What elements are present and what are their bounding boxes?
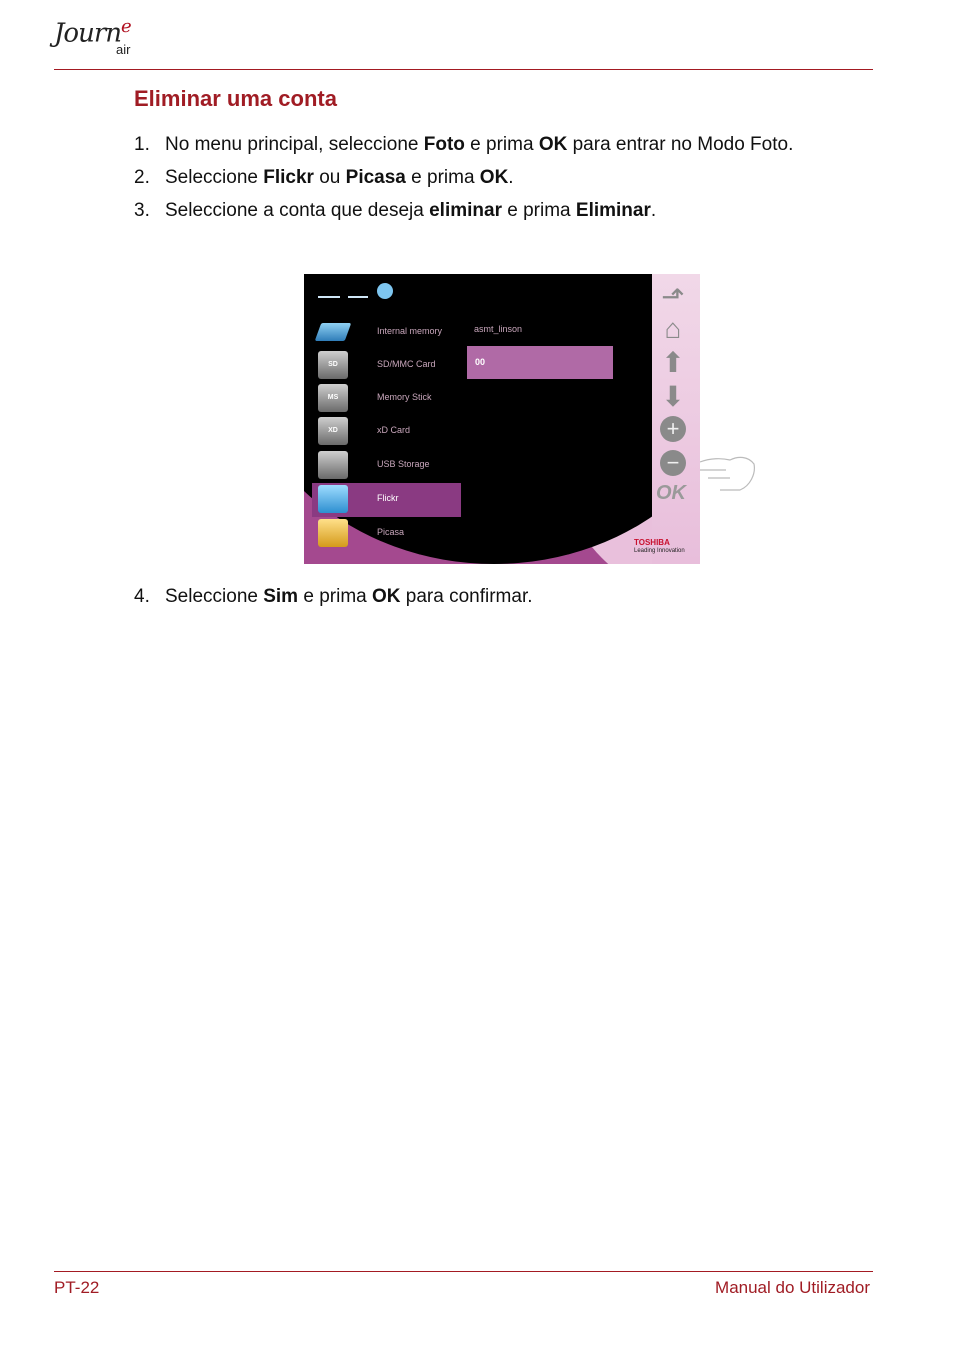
step-4: 4. Seleccione Sim e prima OK para confirmar. <box>134 584 814 610</box>
logo-air: air <box>116 42 131 57</box>
selected-account[interactable]: 00 <box>467 346 613 379</box>
manual-title: Manual do Utilizador <box>715 1278 870 1297</box>
step-number: 1. <box>134 134 150 155</box>
usb-storage-icon <box>318 451 348 479</box>
footer-rule <box>54 1271 873 1272</box>
menu-item-xd-card[interactable]: XD xD Card <box>318 417 618 447</box>
step-2: 2. Seleccione Flickr ou Picasa e prima OK. <box>134 165 814 191</box>
step-number: 4. <box>134 586 150 607</box>
journe-air-logo <box>50 12 142 64</box>
photo-mode-icon <box>318 284 340 298</box>
picasa-icon <box>318 519 348 547</box>
menu-item-sd-card[interactable]: SD SD/MMC Card <box>318 351 618 381</box>
steps-list <box>134 132 814 231</box>
header-rule <box>54 69 873 70</box>
memory-chip-icon <box>315 323 352 341</box>
logo-script: Journ$^e$ <box>54 16 131 49</box>
step-1: 1. No menu principal, seleccione Foto e prima OK para entrar no Modo Foto. <box>134 132 814 158</box>
ok-button[interactable]: OK <box>656 482 686 504</box>
status-icons <box>318 282 397 300</box>
toshiba-logo: TOSHIBA <box>634 538 670 547</box>
account-name[interactable]: asmt_linson <box>474 324 523 334</box>
wireless-icon <box>377 283 393 299</box>
sd-card-icon: SD <box>318 351 348 379</box>
device-screenshot <box>304 274 700 564</box>
home-icon[interactable]: ⌂ <box>664 313 682 344</box>
flickr-icon <box>318 485 348 513</box>
back-arrow-icon[interactable]: ⬏ <box>661 281 685 312</box>
step-3: 3. Seleccione a conta que deseja eliminar e prima Eliminar. <box>134 198 814 224</box>
menu-item-flickr[interactable]: Flickr <box>318 485 618 515</box>
menu-item-internal-memory[interactable]: Internal memory <box>318 318 618 348</box>
memory-stick-icon: MS <box>318 384 348 412</box>
step-number: 3. <box>134 200 150 221</box>
section-title: Eliminar uma conta <box>134 86 337 111</box>
menu-item-usb-storage[interactable]: USB Storage <box>318 451 618 481</box>
xd-card-icon: XD <box>318 417 348 445</box>
down-arrow-icon[interactable]: ⬇ <box>661 381 685 412</box>
menu-item-picasa[interactable]: Picasa <box>318 519 618 549</box>
folder-icon <box>348 284 368 298</box>
pointing-finger-icon <box>700 448 756 492</box>
brand-tagline: Leading Innovation <box>634 548 685 554</box>
add-icon[interactable]: + <box>660 416 686 442</box>
delete-icon[interactable]: − <box>660 450 686 476</box>
up-arrow-icon[interactable]: ⬆ <box>661 347 685 378</box>
page-number: PT-22 <box>54 1278 100 1297</box>
steps-list-continued <box>134 584 814 617</box>
step-number: 2. <box>134 167 150 188</box>
menu-item-memory-stick[interactable]: MS Memory Stick <box>318 384 618 414</box>
